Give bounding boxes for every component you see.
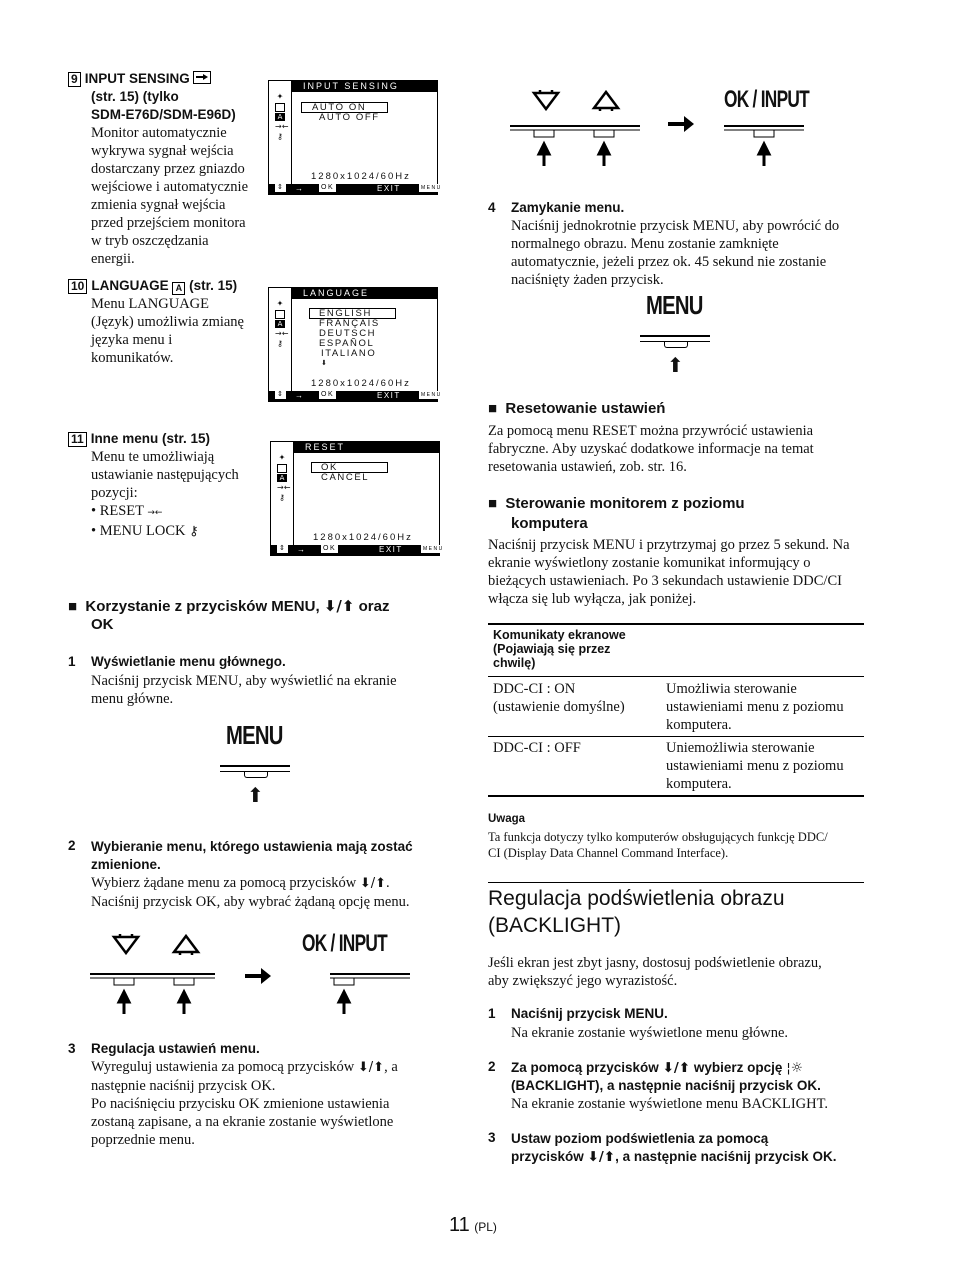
item11-number: 11 — [68, 432, 87, 447]
brightness-icon: ✦ — [276, 299, 284, 308]
osd-sidebar — [271, 442, 294, 555]
menu-button[interactable] — [664, 341, 688, 348]
osd-footer: ⇕ → OK EXIT MENU — [269, 184, 437, 194]
ok-button — [754, 130, 774, 137]
buttons-section-heading-2: OK — [91, 616, 114, 633]
backlight-heading: Regulacja podświetlenia obrazu (BACKLIGHT) — [488, 887, 785, 937]
language-icon: A — [172, 282, 185, 295]
arrow-ok-illustration-left — [90, 930, 410, 1020]
input-sensing-icon — [277, 464, 287, 473]
step3-title: Regulacja ustawień menu. — [91, 1041, 260, 1056]
osd-sidebar — [269, 288, 292, 401]
buttons-section-heading: ■ Korzystanie z przycisków MENU, ⬇/⬆ oraz — [68, 597, 390, 615]
press-arrow-icon: ⬆ — [247, 783, 264, 807]
osd-resolution: 1280x1024/60Hz — [313, 532, 413, 543]
osd-option: CANCEL — [321, 472, 370, 483]
key-icon: ⚷ — [277, 339, 283, 348]
item11-body: Menu te umożliwiają ustawianie następujących pozycji: • RESET →← • MENU LOCK ⚷ — [91, 448, 271, 541]
step1-body: Naciśnij przycisk MENU, aby wyświetlić na ekranie menu główne. — [91, 673, 397, 707]
step2-body: Wybierz żądane menu za pomocą przycisków ⬇/⬆. Naciśnij przycisk OK, aby wybrać żądaną opcję menu. — [91, 875, 410, 910]
item9-number: 9 — [68, 72, 81, 87]
right-arrow-icon — [245, 968, 271, 984]
ddc-row-on-desc: Umożliwia sterowanie ustawieniami menu z poziomu komputera. — [666, 681, 844, 733]
ddc-body: Naciśnij przycisk MENU i przytrzymaj go przez 5 sekund. Na ekranie wyświetlony zostanie komunikat informujący o bieżących ustawieniach. Po 3 sekundach ustawienie DDC/CI włącza się lub wyłącza, jak poniżej. — [488, 537, 850, 607]
item9-heading-3: SDM-E76D/SDM-E96D) — [91, 107, 236, 122]
down-button — [114, 978, 134, 985]
item10-heading: 10 LANGUAGE A (str. 15) — [68, 277, 268, 295]
osd-option: ENGLISH — [319, 308, 372, 319]
up-arrow-icon — [174, 936, 198, 955]
osd-option: OK — [321, 462, 338, 473]
up-button — [594, 130, 614, 137]
page-number: 11 (PL) — [449, 1214, 497, 1236]
brightness-icon: ✦ — [276, 92, 284, 101]
brightness-icon: ✦ — [278, 453, 286, 462]
reset-icon: →← — [277, 483, 291, 492]
input-sensing-icon — [193, 71, 211, 84]
osd-title: INPUT SENSING — [291, 81, 437, 92]
osd-title: LANGUAGE — [291, 288, 437, 299]
ok-button — [334, 978, 354, 985]
item9-heading-2: (str. 15) (tylko — [91, 89, 179, 104]
step3-number: 3 — [68, 1041, 76, 1056]
osd-footer: ⇕ → OK EXIT MENU — [271, 545, 439, 555]
item11-heading: 11 Inne menu (str. 15) — [68, 430, 268, 448]
down-button — [534, 130, 554, 137]
key-icon: ⚷ — [279, 493, 285, 502]
reset-icon: →← — [275, 329, 289, 338]
language-icon: A — [275, 113, 285, 121]
down-up-arrows-icon: ⬇/⬆ — [662, 1060, 691, 1076]
ok-input-label: OK / INPUT — [724, 86, 809, 113]
step3-body: Wyreguluj ustawienia za pomocą przycisków ⬇/⬆, a następnie naciśnij przycisk OK. Po naciśnięciu przycisku OK zmienione ustawienia zostaną zapisane, a na ekranie zostanie wyświetlone poprzednie menu. — [91, 1059, 398, 1148]
osd-input-sensing — [268, 80, 442, 195]
square-bullet-icon: ■ — [488, 400, 498, 417]
bl-step3-number: 3 — [488, 1130, 496, 1145]
bl-step1-title: Naciśnij przycisk MENU. — [511, 1006, 668, 1021]
note-body: Ta funkcja dotyczy tylko komputerów obsługujących funkcję DDC/ CI (Display Data Channel Command Interface). — [488, 830, 828, 860]
input-sensing-icon — [275, 310, 285, 319]
square-bullet-icon: ■ — [488, 495, 498, 512]
osd-option: FRANÇAIS — [319, 318, 380, 329]
down-up-arrows-icon: ⬇/⬆ — [359, 876, 387, 891]
osd-title: RESET — [293, 442, 439, 453]
down-arrow-icon — [114, 934, 138, 953]
menu-button[interactable] — [244, 771, 268, 778]
reset-heading: ■ Resetowanie ustawień — [488, 400, 666, 417]
menu-label: MENU — [226, 720, 283, 750]
language-icon: A — [277, 474, 287, 482]
step4-body: Naciśnij jednokrotnie przycisk MENU, aby powrócić do normalnego obrazu. Menu zostanie zamknięte automatycznie, jeżeli przez ok. 45 sekund nie zostanie naciśnięty żaden przycisk. — [511, 218, 840, 288]
note-title: Uwaga — [488, 813, 526, 825]
osd-sidebar — [269, 81, 292, 194]
input-sensing-icon — [275, 103, 285, 112]
reset-body: Za pomocą menu RESET można przywrócić ustawienia fabryczne. Aby uzyskać dodatkowe informacje na temat resetowania ustawień, zob. str. 16. — [488, 423, 814, 475]
down-up-arrows-icon: ⬇/⬆ — [587, 1149, 616, 1165]
bl-step3-title: Ustaw poziom podświetlenia za pomocą przycisków ⬇/⬆, a następnie naciśnij przycisk OK. — [511, 1131, 837, 1165]
language-icon: A — [275, 320, 285, 328]
ddc-row-off-message: DDC-CI : OFF — [493, 740, 581, 756]
item10-body: Menu LANGUAGE (Język) umożliwia zmianę języka menu i komunikatów. — [91, 296, 244, 366]
bullet-reset: • RESET →← — [91, 503, 163, 519]
step2-title: Wybieranie menu, którego ustawienia mają zostać zmienione. — [91, 839, 413, 872]
step1-number: 1 — [68, 654, 76, 669]
down-up-arrows-icon: ⬇/⬆ — [323, 597, 355, 615]
key-icon: ⚷ — [277, 132, 283, 141]
menu-button-illustration-2 — [620, 290, 730, 380]
item9-heading: 9 INPUT SENSING — [68, 70, 268, 88]
backlight-icon: ¦☼ — [786, 1060, 803, 1076]
ddc-heading: ■ Sterowanie monitorem z poziomu komputera — [488, 495, 745, 532]
osd-language — [268, 287, 442, 402]
square-bullet-icon: ■ — [68, 598, 78, 615]
osd-resolution: 1280x1024/60Hz — [311, 378, 411, 389]
osd-option: AUTO OFF — [319, 112, 380, 123]
reset-icon: →← — [275, 122, 289, 131]
bl-step1-body: Na ekranie zostanie wyświetlone menu główne. — [511, 1025, 789, 1041]
item10-number: 10 — [68, 279, 87, 294]
step2-number: 2 — [68, 838, 76, 853]
bl-step2-title: Za pomocą przycisków ⬇/⬆ wybierz opcję ¦☼ (BACKLIGHT), a następnie naciśnij przycisk OK. — [511, 1060, 821, 1093]
osd-option: ESPAÑOL — [319, 338, 375, 349]
scroll-down-icon: ⬇ — [321, 360, 329, 367]
bl-step2-body: Na ekranie zostanie wyświetlone menu BACKLIGHT. — [511, 1096, 829, 1112]
step4-title: Zamykanie menu. — [511, 200, 625, 215]
step4-number: 4 — [488, 200, 496, 215]
menu-button-illustration — [200, 720, 310, 810]
down-up-arrows-icon: ⬇/⬆ — [357, 1060, 385, 1075]
osd-option: ITALIANO — [321, 348, 377, 359]
key-icon: ⚷ — [189, 524, 199, 539]
bl-step1-number: 1 — [488, 1006, 496, 1021]
step1-title: Wyświetlanie menu głównego. — [91, 654, 286, 669]
bullet-menu-lock: • MENU LOCK ⚷ — [91, 523, 199, 539]
osd-resolution: 1280x1024/60Hz — [311, 171, 411, 182]
osd-option: DEUTSCH — [319, 328, 377, 339]
arrow-ok-illustration-right — [510, 84, 830, 174]
ddc-row-off-desc: Uniemożliwia sterowanie ustawieniami menu z poziomu komputera. — [666, 740, 844, 792]
osd-reset — [270, 441, 444, 556]
osd-option: AUTO ON — [312, 102, 367, 113]
up-button — [174, 978, 194, 985]
down-arrow-icon — [534, 90, 558, 109]
ok-input-label: OK / INPUT — [302, 930, 387, 957]
item9-body: Monitor automatycznie wykrywa sygnał wejścia dostarczany przez gniazdo wejściowe i automatycznie zmienia sygnał wejścia przed przejściem monitora w tryb oszczędzania energii. — [91, 125, 249, 267]
bl-step2-number: 2 — [488, 1059, 496, 1074]
up-arrow-icon — [594, 92, 618, 111]
right-arrow-icon — [668, 116, 694, 132]
reset-icon: →← — [147, 508, 163, 518]
osd-footer: ⇕ → OK EXIT MENU — [269, 391, 437, 401]
ddc-row-on-message: DDC-CI : ON (ustawienie domyślne) — [493, 681, 625, 715]
backlight-intro: Jeśli ekran jest zbyt jasny, dostosuj podświetlenie obrazu, aby zwiększyć jego wyrazistość. — [488, 955, 822, 989]
press-arrow-icon: ⬆ — [667, 353, 684, 377]
menu-label: MENU — [646, 290, 703, 320]
ddc-table-header: Komunikaty ekranowe (Pojawiają się przez chwilę) — [493, 628, 626, 670]
